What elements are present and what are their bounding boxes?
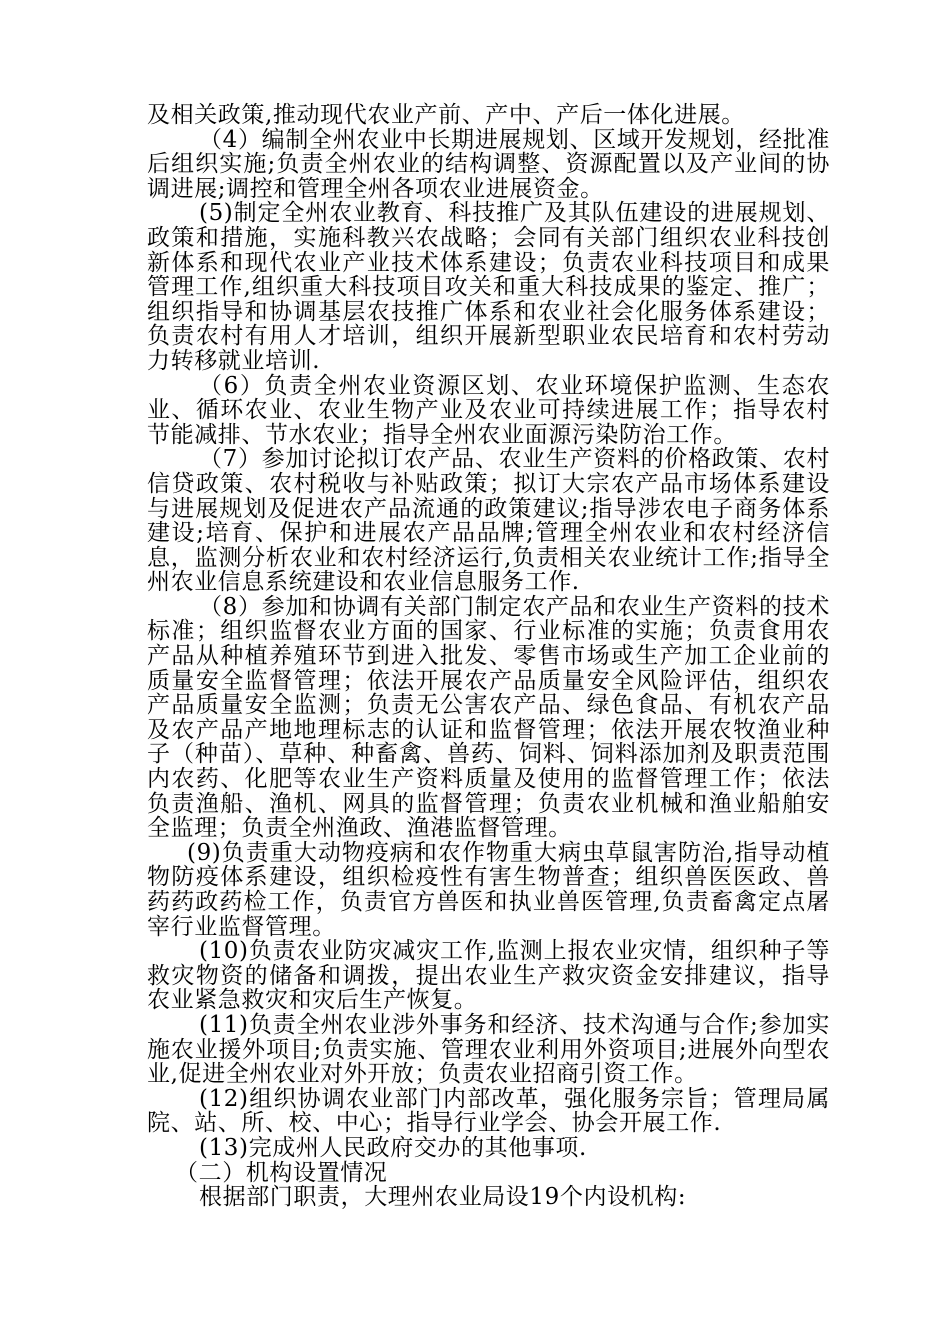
paragraph-item-8: （8）参加和协调有关部门制定农产品和农业生产资料的技术标准；组织监督农业方面的国家、行业标准的实施；负责食用农产品从种植养殖环节到进入批发、零售市场或生产加工企业前的质量安全监督管理；依法开展农产品质量安全风险评估，组织农产品质量安全监测；负责无公害农产品、绿色食品、有机农产品及农产品产地地理标志的认证和监督管理；依法开展农牧渔业种子（种苗）、草种、种畜禽、兽药、饲料、饲料添加剂及职责范围内农药、化肥等农业生产资料质量及使用的监督管理工作；依法负责渔船、渔机、网具的监督管理；负责农业机械和渔业船舶安全监理；负责全州渔政、渔港监督管理。 (147, 593, 830, 842)
paragraph-item-11: (11)负责全州农业涉外事务和经济、技术沟通与合作;参加实施农业援外项目;负责实施、管理农业利用外资项目;进展外向型农业,促进全州农业对外开放；负责农业招商引资工作。 (147, 1011, 830, 1088)
paragraph-item-12: (12)组织协调农业部门内部改革，强化服务宗旨；管理局属院、站、所、校、中心；指导行业学会、协会开展工作. (147, 1085, 830, 1137)
paragraph-item-9: (9)负责重大动物疫病和农作物重大病虫草鼠害防治,指导动植物防疫体系建设，组织检疫性有害生物普查；组织兽医医政、兽药药政药检工作，负责官方兽医和执业兽医管理,负责畜禽定点屠宰行业监督管理。 (147, 839, 830, 940)
paragraph-item-10: (10)负责农业防灾减灾工作,监测上报农业灾情，组织种子等救灾物资的储备和调拨，提出农业生产救灾资金安排建议，指导农业紧急救灾和灾后生产恢复。 (147, 938, 830, 1014)
paragraph-item-5: (5)制定全州农业教育、科技推广及其队伍建设的进展规划、政策和措施，实施科教兴农战略；会同有关部门组织农业科技创新体系和现代农业产业技术体系建设；负责农业科技项目和成果管理工作,组织重大科技项目攻关和重大科技成果的鉴定、推广；组织指导和协调基层农技推广体系和农业社会化服务体系建设；负责农村有用人才培训，组织开展新型职业农民培育和农村劳动力转移就业培训. (147, 200, 830, 374)
paragraph-institutions: 根据部门职责，大理州农业局设19个内设机构: (199, 1184, 687, 1211)
paragraph-item-6: （6）负责全州农业资源区划、农业环境保护监测、生态农业、循环农业、农业生物产业及农业可持续进展工作；指导农村节能减排、节水农业；指导全州农业面源污染防治工作。 (147, 372, 830, 448)
paragraph-item-13: (13)完成州人民政府交办的其他事项. (199, 1134, 587, 1161)
section-heading: （二）机构设置情况 (175, 1159, 388, 1186)
paragraph-item-4: （4）编制全州农业中长期进展规划、区域开发规划，经批准后组织实施;负责全州农业的结构调整、资源配置以及产业间的协调进展;调控和管理全州各项农业进展资金。 (147, 126, 830, 202)
paragraph-item-7: （7）参加讨论拟订农产品、农业生产资料的价格政策、农村信贷政策、农村税收与补贴政策；拟订大宗农产品市场体系建设与进展规划及促进农产品流通的政策建议;指导涉农电子商务体系建设;培育、保护和进展农产品品牌;管理全州农业和农村经济信息，监测分析农业和农村经济运行,负责相关农业统计工作;指导全州农业信息系统建设和农业信息服务工作. (147, 446, 830, 596)
paragraph-continuation: 及相关政策,推动现代农业产前、产中、产后一体化进展。 (147, 102, 745, 128)
